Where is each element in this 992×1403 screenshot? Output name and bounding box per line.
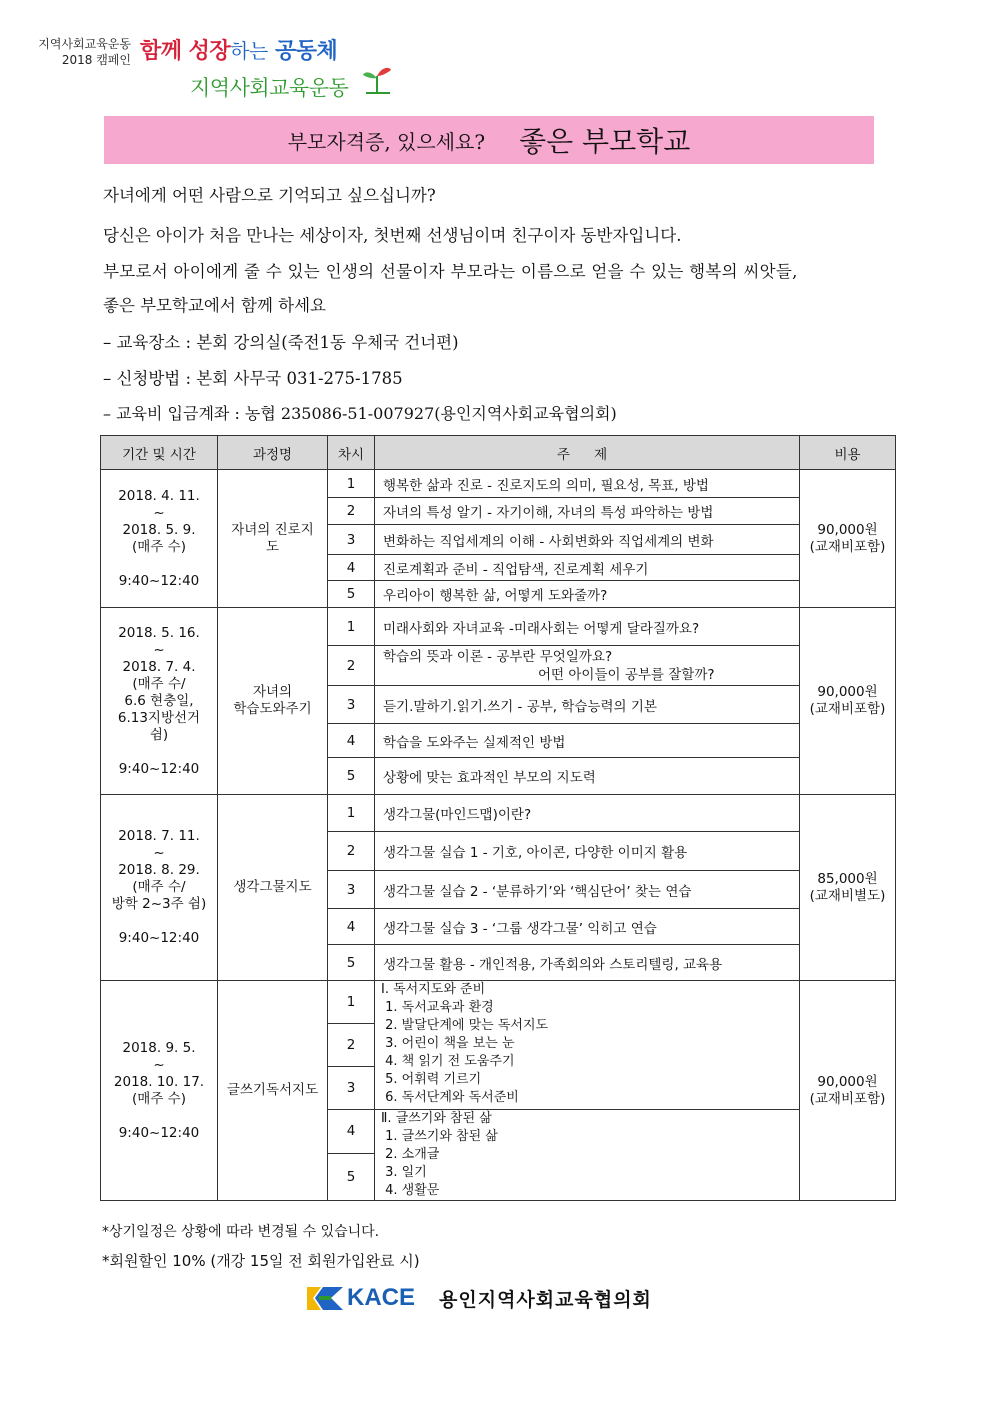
period-line: 9:40~12:40: [118, 1124, 200, 1141]
session-number: 5: [328, 945, 375, 981]
session-number: 2: [328, 498, 375, 525]
slogan-part3: 공동체: [274, 39, 338, 64]
kace-logo-text: KACE: [347, 1284, 416, 1311]
slogan-part1: 함께 성장: [140, 39, 231, 64]
period-line: 9:40~12:40: [118, 572, 200, 589]
cost-note: (교재비포함): [809, 538, 886, 555]
intro-line-3: 부모로서 아이에게 줄 수 있는 인생의 선물이자 부모라는 이름으로 얻을 수 있는 행복의 씨앗들,: [103, 262, 798, 281]
course1-cost: [800, 470, 896, 608]
period-line: 2018. 8. 29.: [118, 862, 200, 878]
session-topic: 생각그물 실습 3 - ‘그룹 생각그물’ 익히고 연습: [375, 909, 800, 945]
period-line: (매주 수): [132, 1090, 186, 1107]
session-topic: 자녀의 특성 알기 - 자기이해, 자녀의 특성 파악하는 방법: [375, 498, 800, 525]
course4-period: [101, 981, 218, 1201]
period-line: [101, 1108, 217, 1125]
course4-name: [218, 981, 328, 1201]
session-number: 3: [328, 686, 375, 724]
table-row: [101, 795, 896, 832]
table-row: [101, 608, 896, 646]
course-name-line: 글쓰기독서지도: [226, 1082, 319, 1098]
period-line: ~: [153, 845, 165, 861]
session-number: 5: [328, 758, 375, 795]
period-line: ~: [153, 1056, 165, 1073]
period-line: 2018. 5. 9.: [122, 521, 196, 538]
session-topic: 변화하는 직업세계의 이해 - 사회변화와 직업세계의 변화: [375, 525, 800, 555]
session-number: 2: [328, 646, 375, 686]
table-row: [101, 981, 896, 1024]
period-line: 2018. 9. 5.: [122, 1039, 196, 1056]
info-account: – 교육비 입금계좌 : 농협 235086-51-007927(용인지역사회교육협의회): [103, 404, 617, 423]
session-topic: 미래사회와 자녀교육 -미래사회는 어떻게 달라질까요?: [375, 608, 800, 646]
session-topic: 우리아이 행복한 삶, 어떻게 도와줄까?: [375, 581, 800, 608]
course1-name: [218, 470, 328, 608]
cost-amount: 90,000원: [817, 521, 878, 538]
campaign-line1: 지역사회교육운동: [38, 37, 131, 51]
note-schedule-change: *상기일정은 상황에 따라 변경될 수 있습니다.: [102, 1224, 380, 1240]
period-line: [101, 913, 217, 930]
session-topic: 상황에 맞는 효과적인 부모의 지도력: [375, 758, 800, 795]
course4-cost: [800, 981, 896, 1201]
course-name-line: 학습도와주기: [233, 701, 312, 717]
cost-note: (교재비포함): [809, 1090, 886, 1107]
session-topic: 생각그물 활용 - 개인적용, 가족회의와 스토리텔링, 교육용: [375, 945, 800, 981]
period-line: 2018. 10. 17.: [113, 1073, 205, 1090]
sprout-icon: [360, 62, 394, 98]
period-line: 9:40~12:40: [118, 760, 200, 777]
course2-name: [218, 608, 328, 795]
title-name: 좋은 부모학교: [519, 125, 691, 158]
period-line: (매주 수): [132, 538, 186, 555]
info-apply: – 신청방법 : 본회 사무국 031-275-1785: [103, 369, 403, 388]
session-number: 4: [328, 909, 375, 945]
session-number: 1: [328, 608, 375, 646]
session-number: 4: [328, 724, 375, 758]
course2-cost: [800, 608, 896, 795]
header-cost: 비용: [800, 436, 896, 470]
cost-amount: 90,000원: [817, 684, 878, 700]
cost-note: (교재비포함): [809, 701, 886, 717]
movement-title: 지역사회교육운동: [190, 76, 349, 100]
session-topic: 학습을 도와주는 실제적인 방법: [375, 724, 800, 758]
course3-name: [218, 795, 328, 981]
session-number: 3: [328, 525, 375, 555]
kace-logo-icon: [305, 1283, 345, 1313]
table-header-row: [101, 436, 896, 470]
period-line: 2018. 5. 16.: [118, 624, 200, 641]
period-line: 2018. 7. 11.: [118, 828, 200, 844]
org-name: 용인지역사회교육협의회: [439, 1288, 652, 1311]
period-line: 2018. 7. 4.: [122, 658, 196, 675]
title-banner: [104, 116, 874, 164]
session-topic: 생각그물(마인드맵)이란?: [375, 795, 800, 832]
period-line: [101, 744, 217, 761]
period-line: (매주 수/: [132, 879, 186, 895]
session-number: 3: [328, 871, 375, 909]
session-number: 1: [328, 470, 375, 498]
campaign-label: [36, 36, 131, 68]
header-topic: 주 제: [375, 436, 800, 470]
info-place: – 교육장소 : 본회 강의실(죽전1동 우체국 건너편): [103, 333, 459, 352]
course2-period: [101, 608, 218, 795]
slogan-part2: 하는: [230, 39, 268, 63]
intro-line-1: 자녀에게 어떤 사람으로 기억되고 싶으십니까?: [103, 186, 436, 205]
cost-amount: 90,000원: [817, 1073, 878, 1090]
course1-period: [101, 470, 218, 608]
writing-topics: [375, 1110, 800, 1201]
course-name-line: 생각그물지도: [233, 879, 312, 895]
campaign-line2: 2018 캠페인: [61, 53, 131, 67]
period-line: 9:40~12:40: [118, 930, 200, 946]
course3-cost: [800, 795, 896, 981]
session-topic: [375, 646, 800, 686]
period-line: 6.6 현충일,: [124, 692, 194, 709]
period-line: 방학 2~3주 쉼): [111, 896, 207, 912]
period-line: 쉼): [149, 726, 169, 743]
session-topic-line: 어떤 아이들이 공부를 잘할까?: [538, 666, 715, 683]
schedule-table: [100, 435, 896, 1201]
header-period: 기간 및 시간: [101, 436, 218, 470]
cost-amount: 85,000원: [817, 870, 878, 887]
session-number: 1: [328, 795, 375, 832]
session-topic: 행복한 삶과 진로 - 진로지도의 의미, 필요성, 목표, 방법: [375, 470, 800, 498]
footer-logo: [305, 1283, 652, 1313]
period-line: ~: [153, 641, 165, 658]
title-question: 부모자격증, 있으세요?: [287, 129, 486, 154]
course-name-line: 자녀의: [252, 684, 293, 700]
period-line: 2018. 4. 11.: [118, 487, 200, 504]
header-course: 과정명: [218, 436, 328, 470]
period-line: 6.13지방선거: [117, 709, 201, 726]
period-line: ~: [153, 504, 165, 521]
session-topic: 진로계획과 준비 - 직업탐색, 진로계획 세우기: [375, 555, 800, 581]
session-number: 5: [328, 1153, 375, 1200]
session-number: 2: [328, 832, 375, 871]
session-topic-line: 학습의 뜻과 이론 - 공부란 무엇일까요?: [383, 648, 613, 665]
slogan: [140, 34, 337, 65]
cost-note: (교재비별도): [809, 887, 886, 904]
session-topic: 듣기.말하기.읽기.쓰기 - 공부, 학습능력의 기본: [375, 686, 800, 724]
session-number: 5: [328, 581, 375, 608]
session-number: 3: [328, 1067, 375, 1110]
session-number: 4: [328, 555, 375, 581]
intro-line-2: 당신은 아이가 처음 만나는 세상이자, 첫번째 선생님이며 친구이자 동반자입니다.: [103, 226, 682, 245]
note-member-discount: *회원할인 10% (개강 15일 전 회원가입완료 시): [102, 1252, 420, 1270]
session-topic: 생각그물 실습 1 - 기호, 아이콘, 다양한 이미지 활용: [375, 832, 800, 871]
header-session: 차시: [328, 436, 375, 470]
period-line: (매주 수/: [132, 675, 186, 692]
course-name-line: 도: [265, 538, 280, 555]
intro-line-4: 좋은 부모학교에서 함께 하세요: [103, 296, 326, 315]
session-number: 1: [328, 981, 375, 1024]
session-number: 4: [328, 1110, 375, 1154]
course3-period: [101, 795, 218, 981]
session-topic: 생각그물 실습 2 - ‘분류하기’와 ‘핵심단어’ 찾는 연습: [375, 871, 800, 909]
topic-list-part2: Ⅱ. 글쓰기와 참된 삶 1. 글쓰기와 참된 삶 2. 소개글 3. 일기 4. 생활문: [381, 1111, 498, 1198]
reading-guidance-topics: [375, 981, 800, 1110]
topic-list-part1: Ⅰ. 독서지도와 준비 1. 독서교육과 환경 2. 발달단계에 맞는 독서지도 3. 어린이 책을 보는 눈 4. 책 읽기 전 도움주기 5. 어휘력 기르기 6. 독서단계와 독서준비: [381, 982, 549, 1105]
session-number: 2: [328, 1024, 375, 1067]
course-name-line: 자녀의 진로지: [231, 521, 314, 538]
period-line: [101, 556, 217, 573]
table-row: [101, 470, 896, 498]
